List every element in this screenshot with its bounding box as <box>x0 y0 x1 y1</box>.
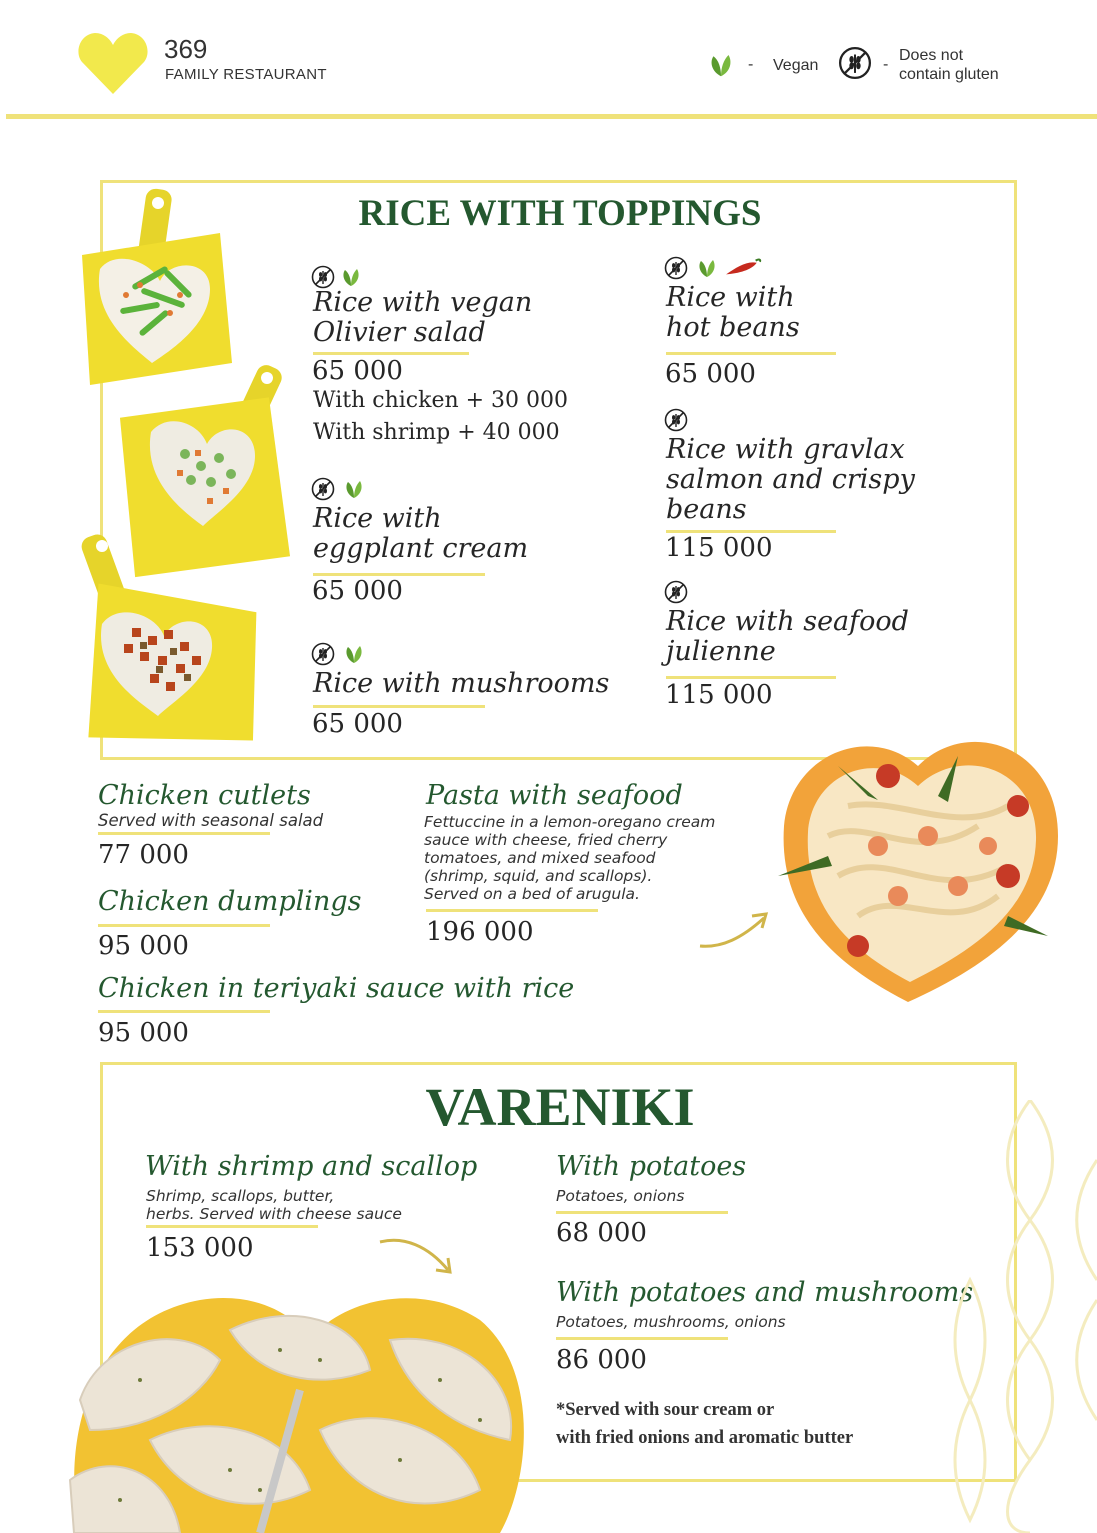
rice-item-name: eggplant cream <box>313 533 529 564</box>
rice-item-name: Olivier salad <box>313 317 486 348</box>
rice-item-name: beans <box>666 494 747 525</box>
rice-item-price: 115 000 <box>665 680 773 710</box>
rice-mushrooms-plate-image <box>80 532 275 757</box>
underline <box>313 705 485 708</box>
vareniki-item-desc: Potatoes, onions <box>556 1187 685 1205</box>
pasta-desc: sauce with cheese, fried cherry <box>424 831 668 849</box>
rice-item-extra: With chicken + 30 000 <box>313 388 569 413</box>
gluten-free-icon <box>838 46 872 80</box>
vareniki-item-desc: Potatoes, mushrooms, onions <box>556 1313 786 1331</box>
rice-item-name: julienne <box>666 636 776 667</box>
vareniki-note: *Served with sour cream or <box>556 1400 775 1420</box>
pasta-desc: Fettuccine in a lemon-oregano cream <box>424 813 716 831</box>
decorative-pattern <box>930 1100 1097 1533</box>
legend-dash: - <box>748 56 754 73</box>
main-item-name: Chicken in teriyaki sauce with rice <box>98 973 575 1004</box>
underline <box>98 924 270 927</box>
main-item-name: Chicken dumplings <box>98 886 362 917</box>
vegan-leaf-icon <box>342 477 366 501</box>
underline <box>98 832 270 835</box>
gluten-free-icon <box>311 477 335 501</box>
rice-item-price: 65 000 <box>312 576 403 606</box>
legend-gluten-label: Does not <box>899 47 964 64</box>
legend-dash: - <box>883 56 889 73</box>
brand-number: 369 <box>164 34 208 64</box>
brand-subtitle: FAMILY RESTAURANT <box>165 66 327 83</box>
underline <box>666 676 836 679</box>
underline <box>313 352 469 355</box>
underline <box>426 909 598 912</box>
pasta-name: Pasta with seafood <box>426 780 683 811</box>
rice-item-name: Rice with vegan <box>313 287 533 318</box>
chili-icon <box>724 256 762 278</box>
pasta-desc: Served on a bed of arugula. <box>424 885 640 903</box>
vareniki-item-name: With potatoes <box>556 1151 747 1182</box>
rice-item-extra: With shrimp + 40 000 <box>313 420 560 445</box>
underline <box>556 1211 728 1214</box>
vegan-leaf-icon <box>342 642 366 666</box>
rice-item-name: Rice with <box>313 503 442 534</box>
vareniki-note: with fried onions and aromatic butter <box>556 1428 854 1448</box>
vareniki-section-title: VARENIKI <box>425 1077 695 1137</box>
vareniki-item-name: With potatoes and mushrooms <box>556 1277 974 1308</box>
rice-item-price: 65 000 <box>665 359 756 389</box>
vegan-leaf-icon <box>706 50 736 80</box>
legend-gluten-label: contain gluten <box>899 66 999 83</box>
main-item-name: Chicken cutlets <box>98 780 311 811</box>
rice-section-title: RICE WITH TOPPINGS <box>358 193 762 234</box>
underline <box>146 1225 318 1228</box>
main-item-desc: Served with seasonal salad <box>98 811 324 830</box>
rice-item-name: hot beans <box>666 312 800 343</box>
gluten-free-icon <box>664 580 688 604</box>
vareniki-item-price: 68 000 <box>556 1218 647 1248</box>
rice-item-name: Rice with seafood <box>666 606 909 637</box>
rice-item-price: 65 000 <box>312 709 403 739</box>
vareniki-item-price: 153 000 <box>146 1233 254 1263</box>
vareniki-item-price: 86 000 <box>556 1345 647 1375</box>
rice-item-price: 115 000 <box>665 533 773 563</box>
underline <box>556 1337 728 1340</box>
vareniki-item-desc: Shrimp, scallops, butter, <box>146 1187 335 1205</box>
logo-heart-icon <box>78 30 148 96</box>
underline <box>98 1010 270 1013</box>
header-divider <box>6 114 1097 119</box>
rice-item-name: Rice with <box>666 282 795 313</box>
rice-item-name: Rice with mushrooms <box>313 668 610 699</box>
pasta-dish-image <box>758 716 1070 1008</box>
gluten-free-icon <box>311 642 335 666</box>
vareniki-item-name: With shrimp and scallop <box>145 1151 478 1182</box>
vegan-leaf-icon <box>695 256 719 280</box>
main-item-price: 95 000 <box>98 931 189 961</box>
vegan-leaf-icon <box>339 265 363 289</box>
pasta-desc: (shrimp, squid, and scallops). <box>424 867 653 885</box>
vareniki-dish-image <box>60 1280 540 1533</box>
main-item-price: 95 000 <box>98 1018 189 1048</box>
vareniki-item-desc: herbs. Served with cheese sauce <box>146 1205 402 1223</box>
rice-item-name: salmon and crispy <box>666 464 915 495</box>
rice-item-price: 65 000 <box>312 356 403 386</box>
pasta-desc: tomatoes, and mixed seafood <box>424 849 656 867</box>
underline <box>666 352 836 355</box>
legend-vegan-label: Vegan <box>773 57 819 74</box>
main-item-price: 77 000 <box>98 840 189 870</box>
gluten-free-icon <box>664 408 688 432</box>
gluten-free-icon <box>311 265 335 289</box>
arrow-icon <box>378 1234 454 1278</box>
rice-item-name: Rice with gravlax <box>666 434 905 465</box>
gluten-free-icon <box>664 256 688 280</box>
pasta-price: 196 000 <box>426 917 534 947</box>
